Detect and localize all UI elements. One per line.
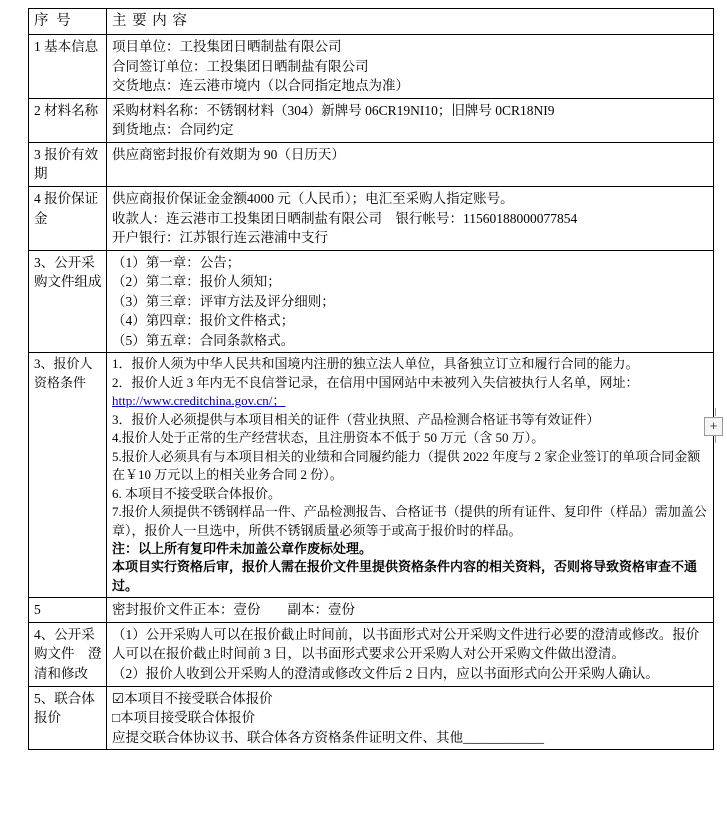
text-line: （1）第一章：公告； [112, 254, 241, 270]
qualification-item: 7.报价人须提供不锈钢样品一件、产品检测报告、合格证书（提供的所有证件、复印件（样品）需加盖公章），报价人一旦选中，所供不锈钢质量必须等于或高于报价时的样品。 [112, 504, 707, 538]
text-line: （2）报价人收到公开采购人的澄清或修改文件后 2 日内，应以书面形式向公开采购人确认。 [112, 666, 659, 682]
table-row [29, 622, 714, 686]
qualification-note: 注：以上所有复印件未加盖公章作废标处理。 [112, 540, 373, 556]
table-row [29, 353, 714, 598]
text-line: 到货地点：合同约定 [112, 122, 234, 138]
qualification-note: 本项目实行资格后审，报价人需在报价文件里提供资格条件内容的相关资料，否则将导致资格审查不通过。 [112, 559, 698, 593]
header-content-label: 主 要 内 容 [112, 13, 188, 29]
row-content-qualification [107, 353, 714, 598]
row-content-document-composition [107, 250, 714, 353]
text-line: （5）第五章：合同条款格式。 [112, 332, 295, 348]
table-row [29, 142, 714, 186]
table-row [29, 686, 714, 750]
row-label-material-name: 2 材料名称 [29, 98, 107, 142]
header-no-label: 序 号 [34, 13, 73, 29]
header-cell-content [107, 9, 714, 35]
text-line: 密封报价文件正本：壹份 副本：壹份 [112, 602, 355, 618]
text-line: 交货地点：连云港市境内（以合同指定地点为准） [112, 78, 409, 94]
procurement-summary-table [28, 8, 714, 750]
margin-guide-tick-top [715, 408, 716, 416]
text-line: （2）第二章：报价人须知； [112, 274, 281, 290]
text-line: （1）公开采购人可以在报价截止时间前，以书面形式对公开采购文件进行必要的澄清或修改。报价人可以在报价截止时间前 3 日，以书面形式要求公开采购人对公开采购文件做出澄清。 [112, 626, 700, 662]
row-content-basic-info [107, 35, 714, 99]
text-line: 项目单位：工投集团日晒制盐有限公司 [112, 39, 342, 55]
text-line: 采购材料名称：不锈钢材料（304）新牌号 06CR19NI10；旧牌号 0CR18NI9 [112, 102, 555, 118]
row-label-validity-period: 3 报价有效期 [29, 142, 107, 186]
expand-margin-plus-button[interactable]: + [704, 417, 723, 436]
table-header-row [29, 9, 714, 35]
margin-guide-tick-bottom [715, 435, 716, 443]
row-label-consortium: 5、联合体报价 [29, 686, 107, 750]
text-line: 供应商密封报价有效期为 90（日历天） [112, 146, 345, 162]
row-label-document-composition: 3、公开采购文件组成 [29, 250, 107, 353]
row-content-consortium [107, 686, 714, 750]
table-row [29, 35, 714, 99]
text-line: （4）第四章：报价文件格式； [112, 313, 295, 329]
row-content-material-name [107, 98, 714, 142]
header-cell-no [29, 9, 107, 35]
table-row [29, 598, 714, 623]
row-label-basic-info: 1 基本信息 [29, 35, 107, 99]
consortium-option-accepted[interactable]: □本项目接受联合体报价 [112, 710, 256, 726]
creditchina-link[interactable]: http://www.creditchina.gov.cn/； [112, 393, 286, 409]
text-line: 合同签订单位：工投集团日晒制盐有限公司 [112, 58, 369, 74]
qualification-item: 3．报价人必须提供与本项目相关的证件（营业执照、产品检测合格证书等有效证件） [112, 411, 600, 427]
text-line: 应提交联合体协议书、联合体各方资格条件证明文件、其他____________ [112, 729, 544, 745]
text-line: 供应商报价保证金金额4000 元（人民币）；电汇至采购人指定账号。 [112, 190, 514, 206]
consortium-option-not-accepted[interactable]: ☑本项目不接受联合体报价 [112, 690, 273, 706]
row-label-clarification: 4、公开采购文件 澄清和修改 [29, 622, 107, 686]
table-row [29, 98, 714, 142]
qualification-item: 1．报价人须为中华人民共和国境内注册的独立法人单位，具备独立订立和履行合同的能力。 [112, 356, 639, 372]
row-label-qualification: 3、报价人资格条件 [29, 353, 107, 598]
text-line: 开户银行：江苏银行连云港浦中支行 [112, 230, 328, 246]
text-line: 收款人：连云港市工投集团日晒制盐有限公司 银行帐号：11560188000077854 [112, 210, 578, 226]
qualification-item: 5.报价人必须具有与本项目相关的业绩和合同履约能力（提供 2022 年度与 2 家企业签订的单项合同金额在￥10 万元以上的相关业务合同 2 份）。 [112, 448, 701, 483]
qualification-item: 6. 本项目不接受联合体报价。 [112, 485, 282, 501]
row-content-clarification [107, 622, 714, 686]
row-content-copies [107, 598, 714, 623]
text-line: （3）第三章：评审方法及评分细则； [112, 293, 335, 309]
table-row [29, 250, 714, 353]
table-row [29, 186, 714, 250]
qualification-item: 2．报价人近 3 年内无不良信誉记录，在信用中国网站中未被列入失信被执行人名单，网址： [112, 374, 639, 390]
row-content-validity-period [107, 142, 714, 186]
row-content-bid-deposit [107, 186, 714, 250]
row-label-bid-deposit: 4 报价保证金 [29, 186, 107, 250]
row-label-copies: 5 [29, 598, 107, 623]
qualification-item: 4.报价人处于正常的生产经营状态，且注册资本不低于 50 万元（含 50 万）。 [112, 430, 545, 446]
